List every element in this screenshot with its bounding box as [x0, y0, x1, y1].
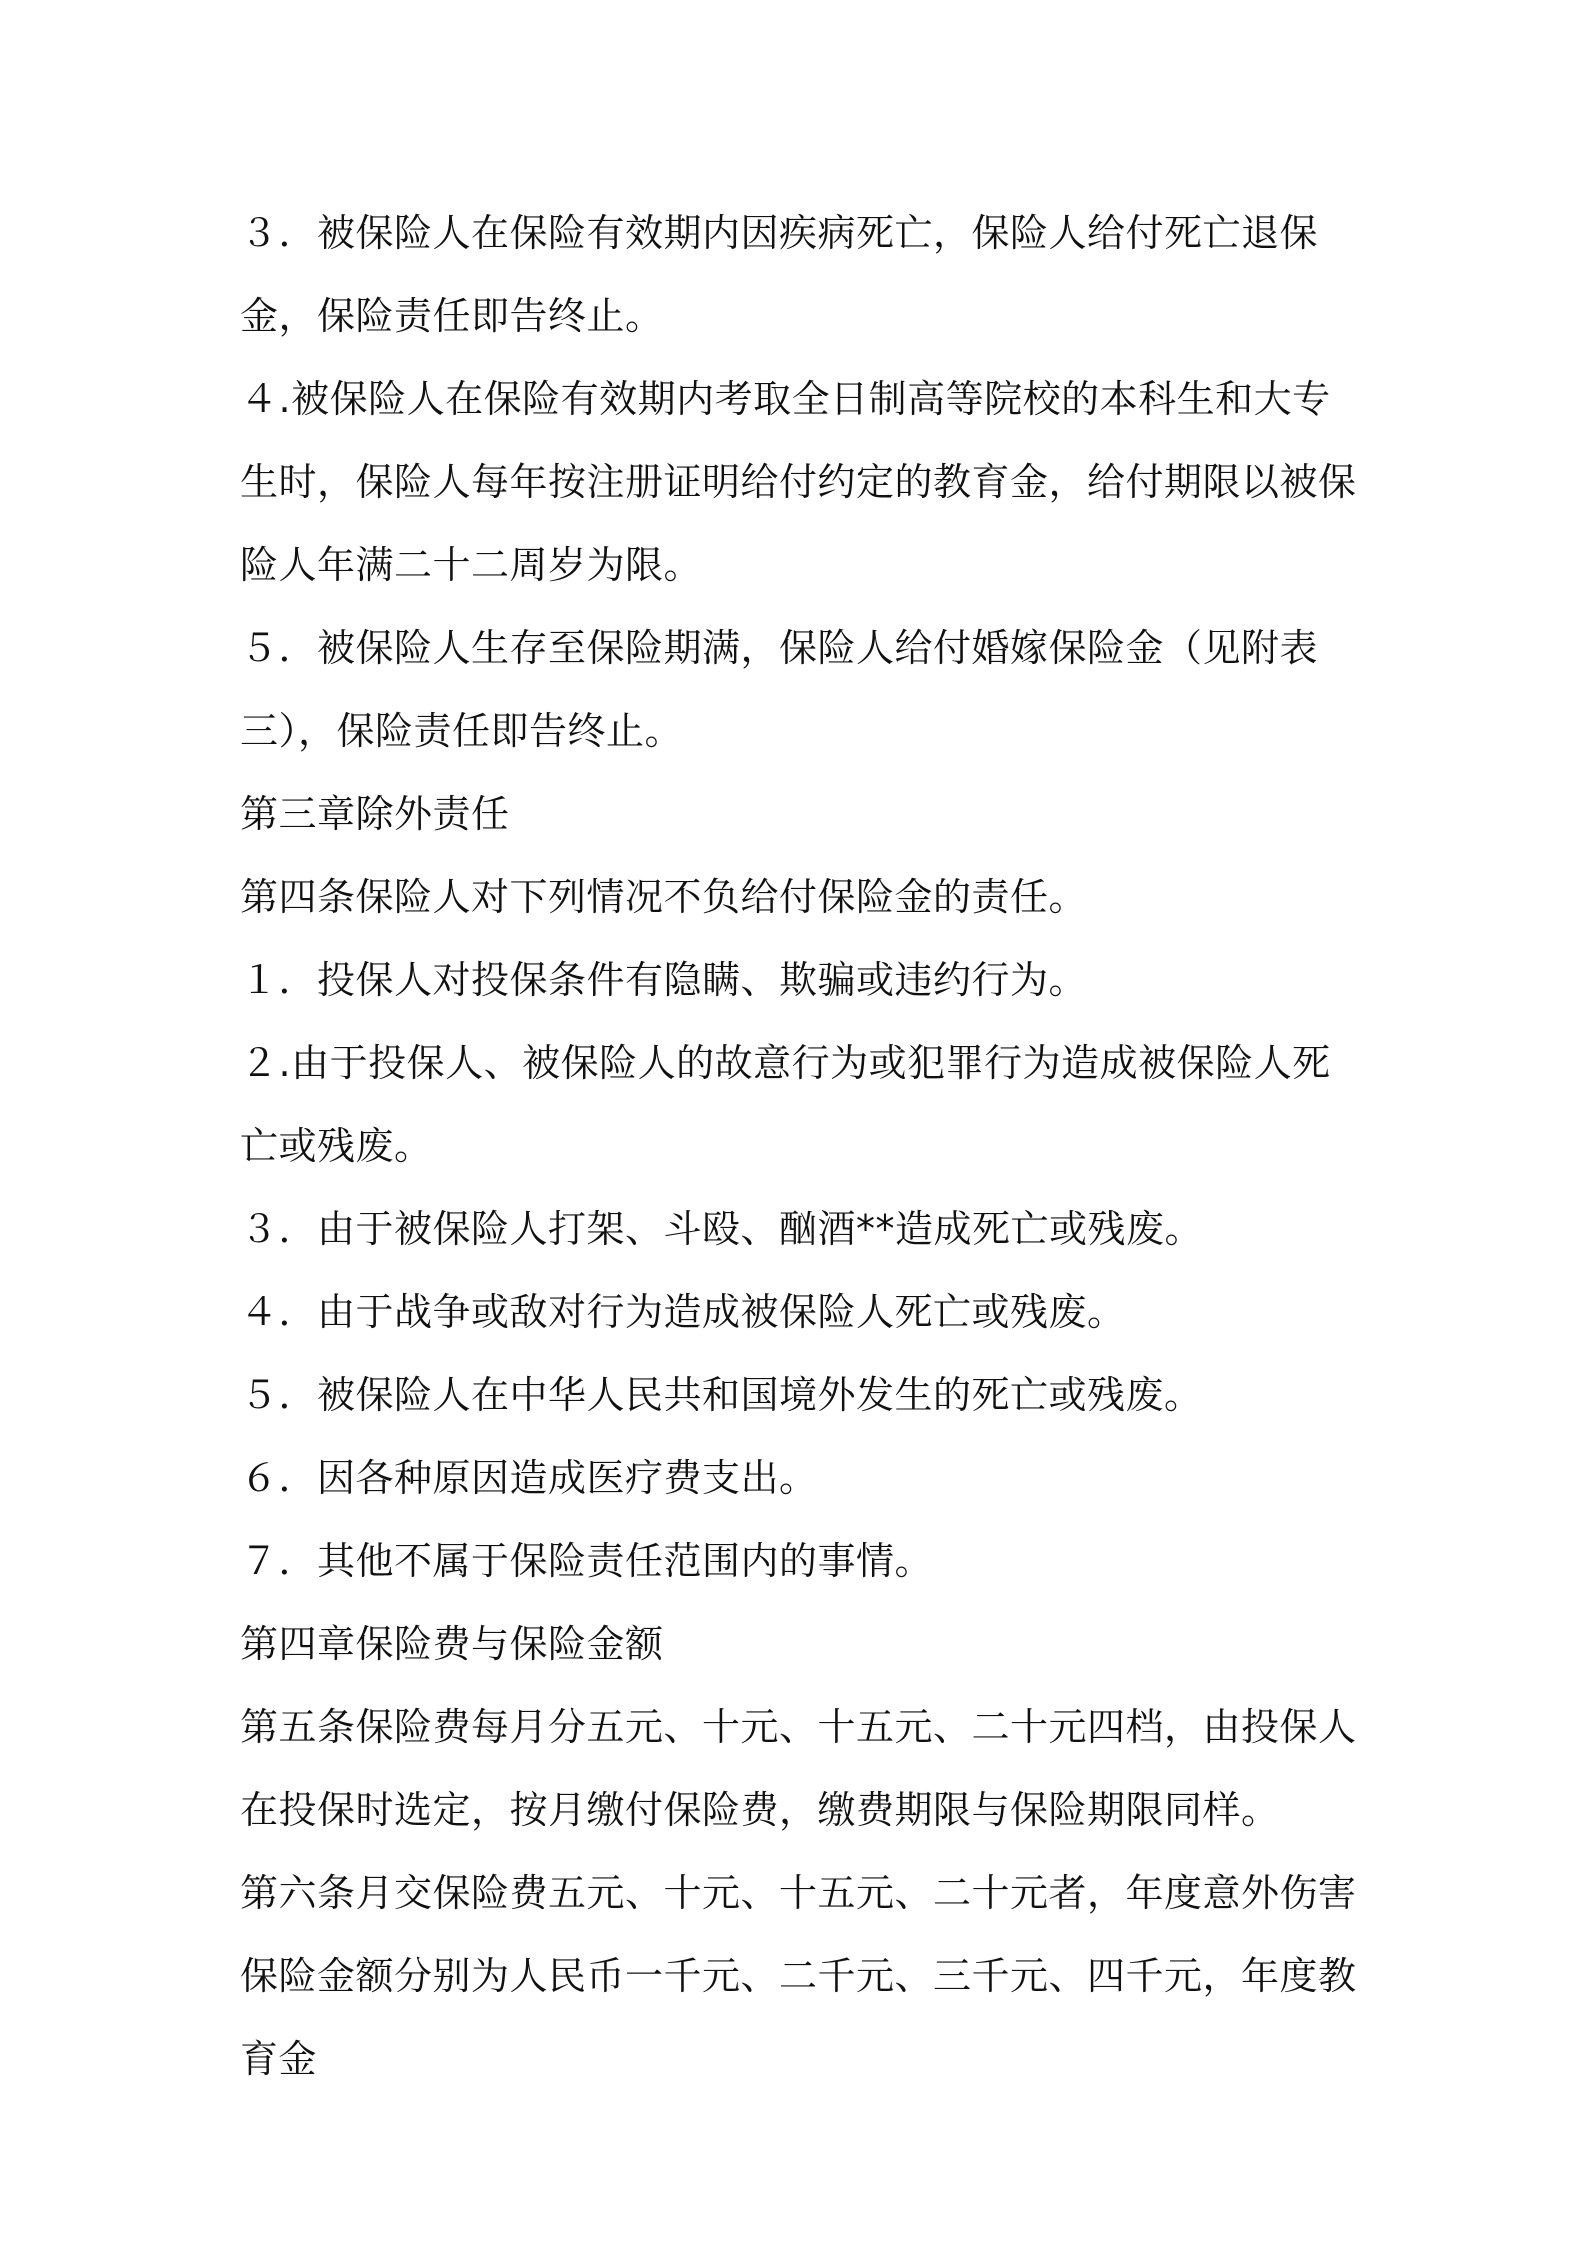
exclusion-item-4: ４．由于战争或敌对行为造成被保险人死亡或残废。	[240, 1290, 1126, 1334]
document-body	[240, 192, 1360, 2101]
exclusion-item-6: ６．因各种原因造成医疗费支出。	[240, 1456, 818, 1500]
exclusion-item-7: ７．其他不属于保险责任范围内的事情。	[240, 1539, 934, 1583]
clause-5-marriage-benefit: ５．被保险人生存至保险期满，保险人给付婚嫁保险金（见附表三），保险责任即告终止。	[240, 626, 1319, 753]
clause-4-education-benefit: ４.被保险人在保险有效期内考取全日制高等院校的本科生和大专生时，保险人每年按注册证明给付约定的教育金，给付期限以被保险人年满二十二周岁为限。	[240, 377, 1357, 587]
chapter-3-heading: 第三章除外责任	[240, 792, 510, 836]
exclusion-item-3: ３．由于被保险人打架、斗殴、酗酒**造成死亡或残废。	[240, 1207, 1204, 1251]
exclusion-item-1: １．投保人对投保条件有隐瞒、欺骗或违约行为。	[240, 958, 1088, 1002]
article-6-sum-insured: 第六条月交保险费五元、十元、十五元、二十元者，年度意外伤害保险金额分别为人民币一千元、二千元、三千元、四千元，年度教育金	[240, 1871, 1357, 2081]
chapter-4-heading: 第四章保险费与保险金额	[240, 1622, 664, 1666]
article-5-premium: 第五条保险费每月分五元、十元、十五元、二十元四档，由投保人在投保时选定，按月缴付保险费，缴费期限与保险期限同样。	[240, 1705, 1357, 1832]
clause-3-disease-death: ３．被保险人在保险有效期内因疾病死亡，保险人给付死亡退保金，保险责任即告终止。	[240, 211, 1319, 338]
exclusion-item-2: ２.由于投保人、被保险人的故意行为或犯罪行为造成被保险人死亡或残废。	[240, 1041, 1331, 1168]
article-4-exclusions: 第四条保险人对下列情况不负给付保险金的责任。	[240, 875, 1088, 919]
exclusion-item-5: ５．被保险人在中华人民共和国境外发生的死亡或残废。	[240, 1373, 1203, 1417]
